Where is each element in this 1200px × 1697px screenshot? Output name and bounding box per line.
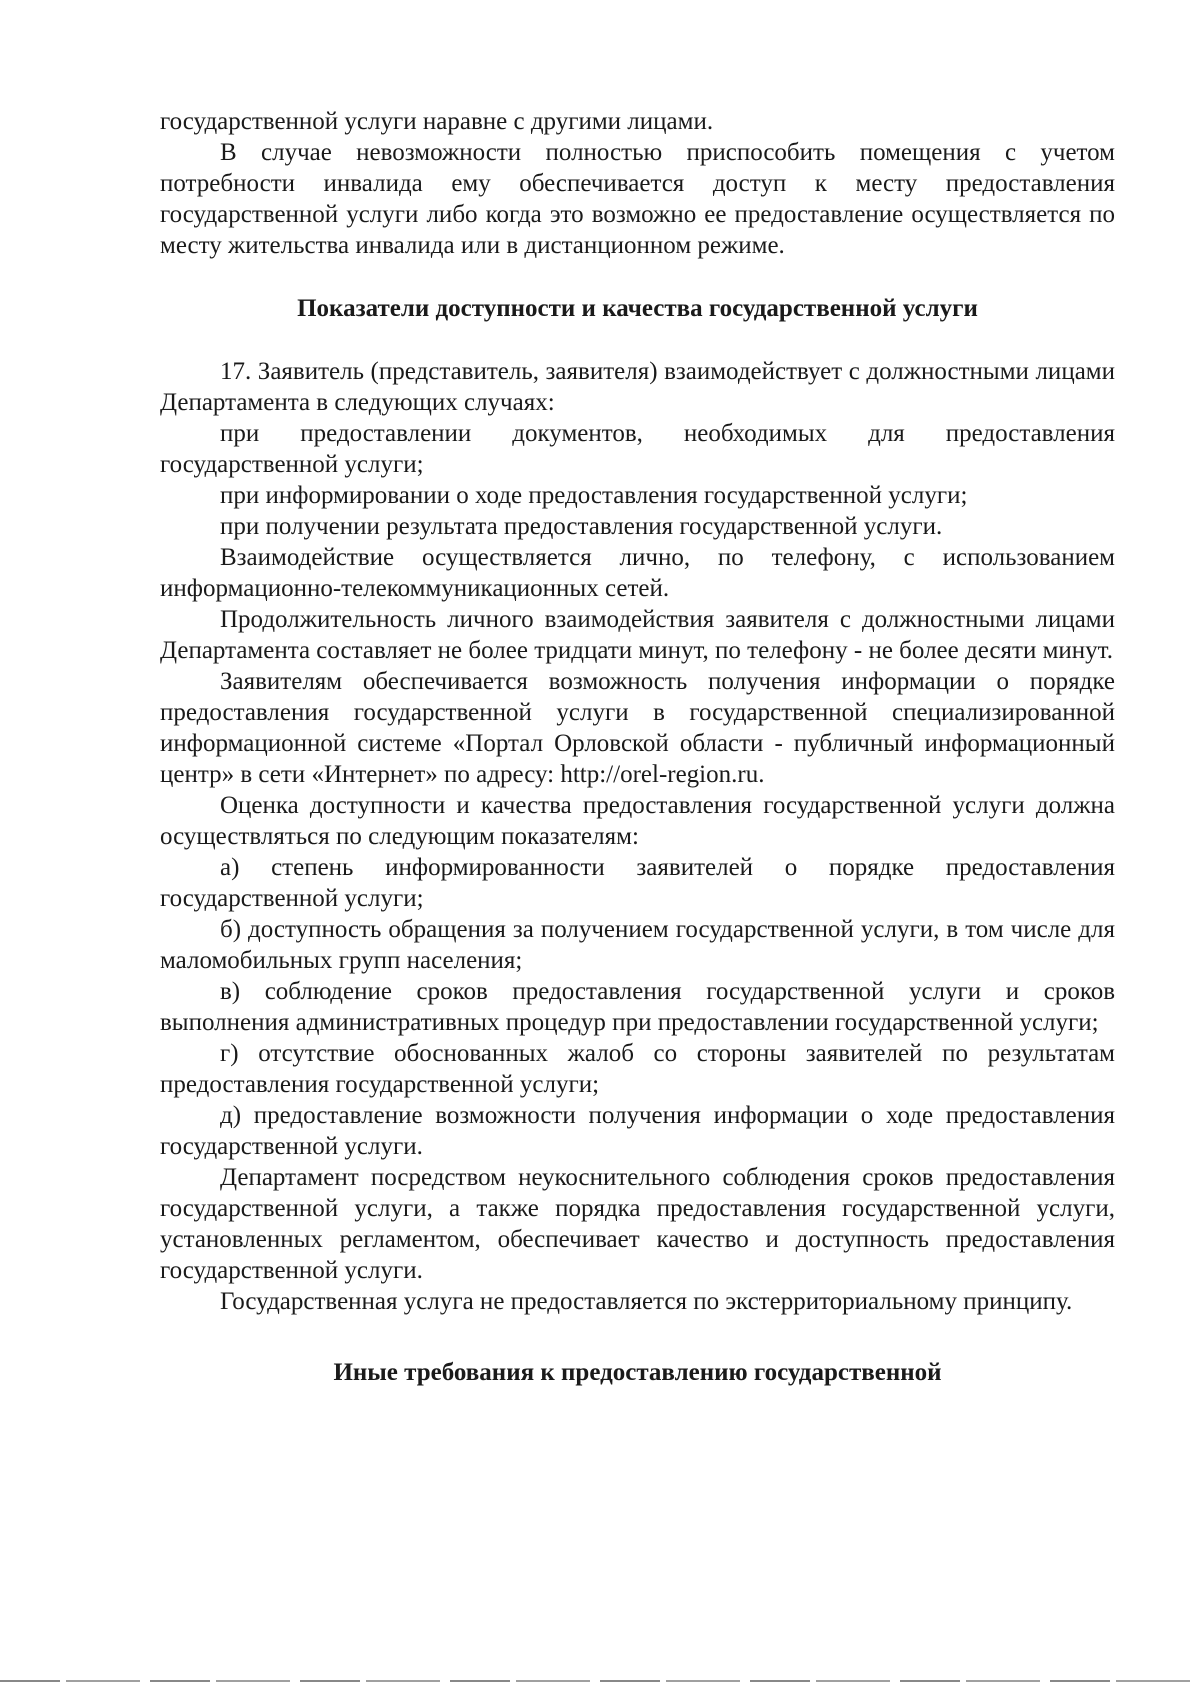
section-heading-quality: Показатели доступности и качества государственной услуги (297, 295, 978, 322)
indicator-d: д) предоставление возможности получения информации о ходе предоставления государственной услуги. (160, 1102, 1115, 1160)
indicator-g: г) отсутствие обоснованных жалоб со стороны заявителей по результатам предоставления государственной услуги; (160, 1040, 1115, 1098)
paragraph-duration: Продолжительность личного взаимодействия заявителя с должностными лицами Департамента составляет не более тридцати минут, по телефону - не более десяти минут. (160, 606, 1115, 664)
scan-edge-line (0, 1680, 1200, 1682)
case-result: при получении результата предоставления государственной услуги. (220, 513, 943, 540)
paragraph-department: Департамент посредством неукоснительного соблюдения сроков предоставления государственной услуги, а также порядка предоставления государственной услуги, установленных регламентом, обеспечивает качество и доступность предоставления государственной услуги. (160, 1164, 1115, 1284)
paragraph-17: 17. Заявитель (представитель, заявителя) взаимодействует с должностными лицами Департамента в следующих случаях: (160, 358, 1115, 416)
paragraph-assessment: Оценка доступности и качества предоставления государственной услуги должна осуществляться по следующим показателям: (160, 792, 1115, 850)
indicator-a: а) степень информированности заявителей о порядке предоставления государственной услуги; (160, 854, 1115, 912)
case-informing: при информировании о ходе предоставления государственной услуги; (220, 482, 968, 509)
document-page (160, 106, 1115, 1388)
case-documents: при предоставлении документов, необходимых для предоставления государственной услуги; (160, 420, 1115, 478)
indicator-v: в) соблюдение сроков предоставления государственной услуги и сроков выполнения административных процедур при предоставлении государственной услуги; (160, 978, 1115, 1036)
paragraph-continuation: государственной услуги наравне с другими лицами. (160, 108, 714, 135)
indicator-b: б) доступность обращения за получением государственной услуги, в том числе для маломобильных групп населения; (160, 916, 1115, 974)
paragraph-interaction: Взаимодействие осуществляется лично, по телефону, с использованием информационно-телекоммуникационных сетей. (160, 544, 1115, 602)
paragraph-disabled-access: В случае невозможности полностью приспособить помещения с учетом потребности инвалида ему обеспечивается доступ к месту предоставления государственной услуги либо когда это возможно ее предоставление осуществляется по месту жительства инвалида или в дистанционном режиме. (160, 139, 1115, 259)
paragraph-portal: Заявителям обеспечивается возможность получения информации о порядке предоставления государственной услуги в государственной специализированной информационной системе «Портал Орловской области - публичный информационный центр» в сети «Интернет» по адресу: http://orel-region.ru. (160, 668, 1115, 788)
paragraph-extraterritorial: Государственная услуга не предоставляется по экстерриториальному принципу. (220, 1288, 1073, 1315)
section-heading-other: Иные требования к предоставлению государственной (333, 1359, 942, 1386)
